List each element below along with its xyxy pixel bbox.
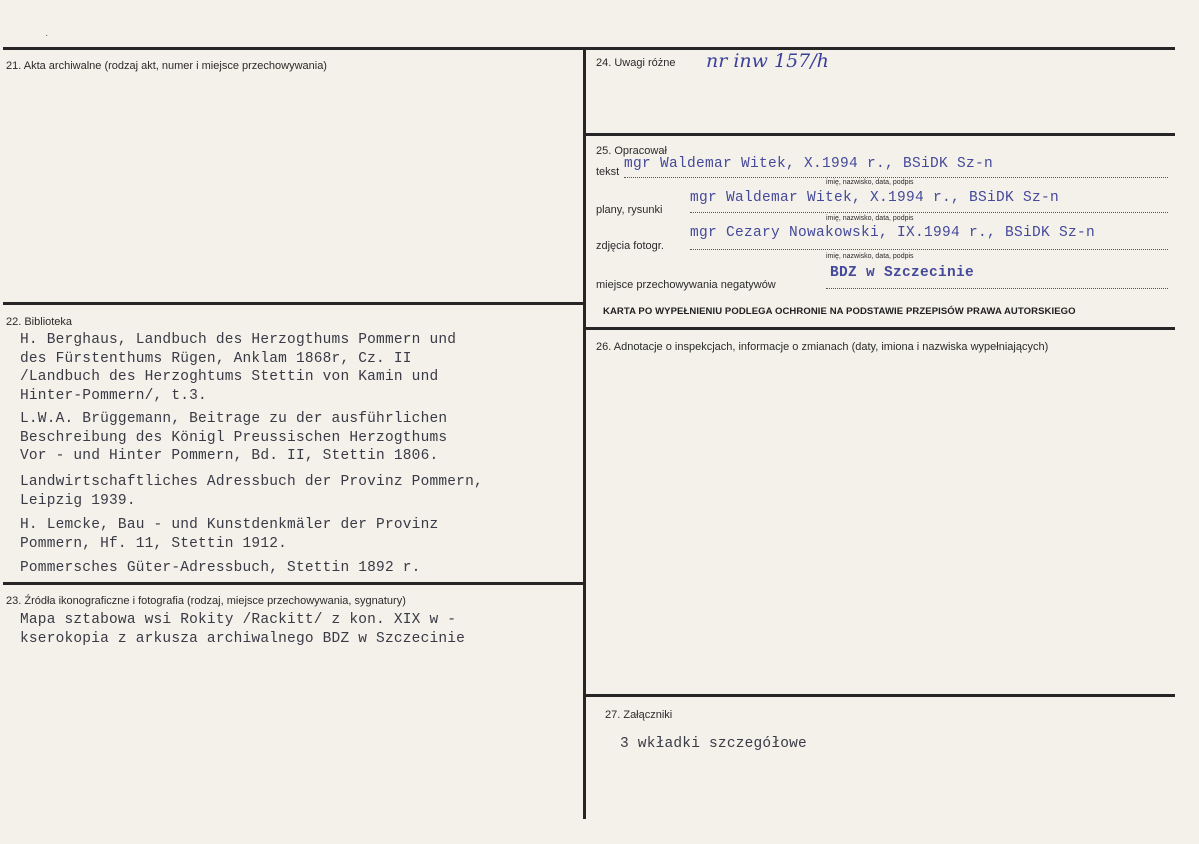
section-25-label: 25. Opracował <box>596 145 667 157</box>
copyright-notice: KARTA PO WYPEŁNIENIU PODLEGA OCHRONIE NA PODSTAWIE PRZEPISÓW PRAWA AUTORSKIEGO <box>603 306 1076 317</box>
negatives-location: BDZ w Szczecinie <box>830 265 975 281</box>
rule-21-22 <box>3 302 586 305</box>
plany-author: mgr Waldemar Witek, X.1994 r., BSiDK Sz-n <box>690 190 1060 206</box>
plany-caption: imię, nazwisko, data, podpis <box>826 215 914 222</box>
tekst-author: mgr Waldemar Witek, X.1994 r., BSiDK Sz-n <box>624 156 994 172</box>
section-23-label: 23. Źródła ikonograficzne i fotografia (rodzaj, miejsce przechowywania, sygnatury) <box>6 595 406 607</box>
section-27-label: 27. Załączniki <box>605 709 673 721</box>
plany-label: plany, rysunki <box>596 204 663 216</box>
scan-speck: · <box>45 30 49 41</box>
tekst-dotted-line <box>624 177 1168 178</box>
rule-24-25 <box>586 133 1175 136</box>
rule-26-27 <box>586 694 1175 697</box>
section-24-label: 24. Uwagi różne <box>596 57 676 69</box>
zdjecia-caption: imię, nazwisko, data, podpis <box>826 253 914 260</box>
section-22-label: 22. Biblioteka <box>6 316 73 328</box>
bibliography-entry: Landwirtschaftliches Adressbuch der Provinz Pommern, Leipzig 1939. <box>20 474 483 509</box>
tekst-caption: imię, nazwisko, data, podpis <box>826 179 914 186</box>
bibliography-entry: L.W.A. Brüggemann, Beitrage zu der ausführlichen Beschreibung des Königl Preussischen Herzogthums Vor - und Hinter Pommern, Bd. II, Stettin 1806. <box>20 411 448 464</box>
bibliography-entry: Pommersches Güter-Adressbuch, Stettin 1892 r. <box>20 560 421 576</box>
attachments-text: 3 wkładki szczegółowe <box>620 736 807 752</box>
top-rule <box>3 47 1175 50</box>
rule-22-23 <box>3 582 586 585</box>
miejsce-label: miejsce przechowywania negatywów <box>596 279 776 291</box>
miejsce-dotted-line <box>826 288 1168 289</box>
zdjecia-label: zdjęcia fotogr. <box>596 240 664 252</box>
center-divider <box>583 47 586 819</box>
bibliography-entry: H. Lemcke, Bau - und Kunstdenkmäler der Provinz Pommern, Hf. 11, Stettin 1912. <box>20 517 439 552</box>
iconography-text: Mapa sztabowa wsi Rokity /Rackitt/ z kon. XIX w - kserokopia z arkusza archiwalnego BDZ w Szczecinie <box>20 612 466 647</box>
rule-25-26 <box>586 327 1175 330</box>
section-26-label: 26. Adnotacje o inspekcjach, informacje o zmianach (daty, imiona i nazwiska wypełniających) <box>596 341 1049 353</box>
plany-dotted-line <box>690 212 1168 213</box>
tekst-label: tekst <box>596 166 620 178</box>
zdjecia-dotted-line <box>690 249 1168 250</box>
handwritten-inventory-note: nr inw 157/h <box>706 50 829 72</box>
zdjecia-author: mgr Cezary Nowakowski, IX.1994 r., BSiDK Sz-n <box>690 225 1096 241</box>
bibliography-entry: H. Berghaus, Landbuch des Herzogthums Pommern und des Fürstenthums Rügen, Anklam 1868r, Cz. II /Landbuch des Herzoghtums Stettin von Kamin und Hinter-Pommern/, t.3. <box>20 332 457 404</box>
section-21-label: 21. Akta archiwalne (rodzaj akt, numer i miejsce przechowywania) <box>6 60 327 72</box>
